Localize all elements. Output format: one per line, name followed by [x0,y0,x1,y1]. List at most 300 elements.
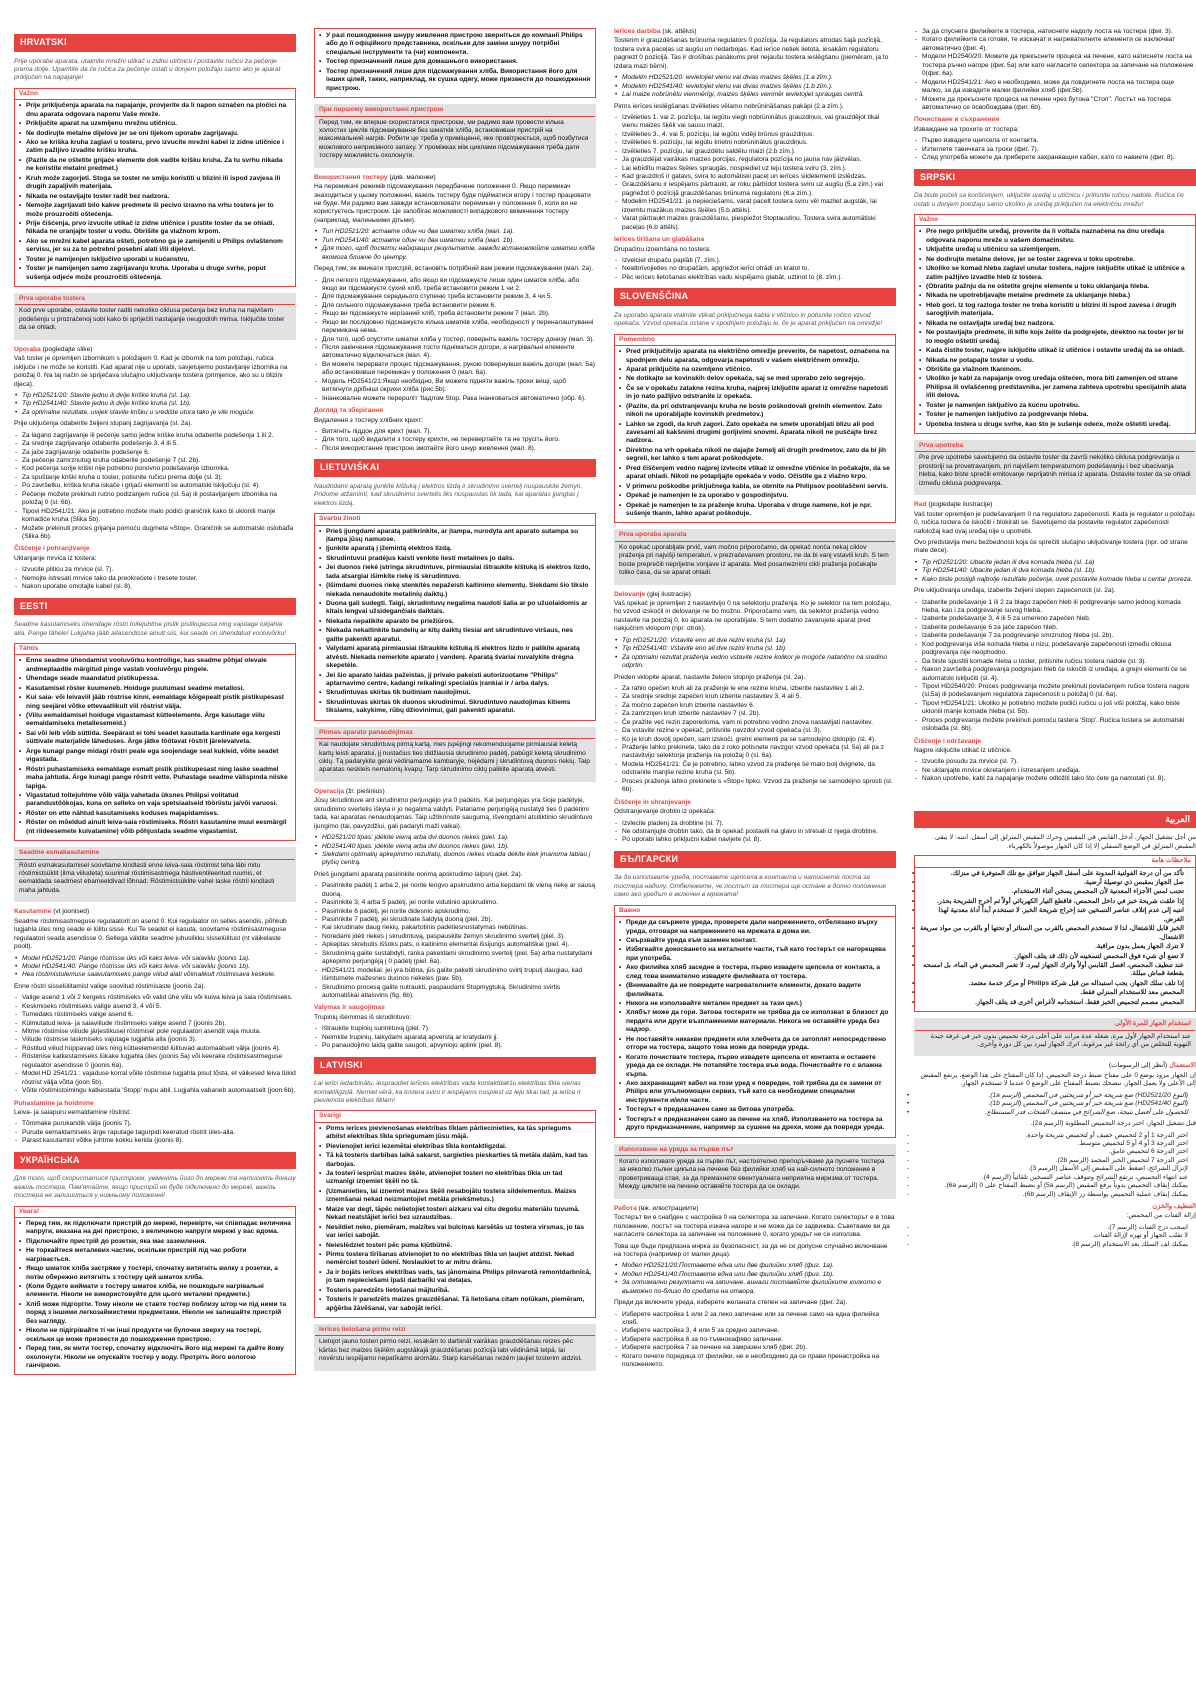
list-item: - Pasirinkite 7 padėtį, jei skrudinate šaldytą duoną (piel. 2b). [322,916,596,924]
list-item: • Nemojte zagrijavati bilo kakve predmete ili pecivo izravno na vrhu tostera jer to može prouzročiti oštećenja. [26,202,291,219]
list-item: • لا تضع أي شيء فوق المحمص لتسخينه لأن ذلك قد يتلف الجهاز. [919,953,1184,961]
list-item: - Skrudinimą galite sustabdyti, ranka pakeldami skrudinimo svertelį (piel. 5a) arba nustatydami apkepimo perjungėją į 0 padėtį (piel. 6a). [322,950,596,967]
list-item: - Изберете настройка 7 за печене на замразен хляб (фиг. 2b). [622,1344,896,1352]
list-item: • У разі пошкодження шнуру живлення пристрою зверніться до компанії Philips або до її офіційного представника, оскільки для заміни шнуру потрібні спеціальні інструменти та (чи) компоненти. [326,32,591,57]
section-title: LATVISKI [314,1057,596,1075]
list-item: • Ako se mrežni kabel aparata ošteti, potrebno ga je zamijeniti u Philips ovlaštenom servisu, jer su za to potrebni posebni alati i/ili dijelovi. [26,238,291,255]
list-item: - Kai skrudinate daug riekių, pakartotinis padėtiesnustatymas nebūtinas. [322,924,596,932]
use-text: إن الجهاز مزود بوضع 0 على مفتاح ضبط درجة التحميص. إذا كان المفتاح على هذا الوضع، يرتفع المقبض إلى الأعلى ولا يعمل الجهاز. ننصحك بضبط المفتاح على الوضع 0 عندما لا تستخدم الجهاز. [920,1071,1196,1088]
first-use-title: Seadme esmakasutamine [15,848,295,859]
list-item: • Ärge kunagi pange midagi röstri peale ega soojendage seal kukleid, võite seadet vigastada. [26,748,291,765]
use-sub: (див. малюнки) [389,173,436,181]
list-item: • Hleb gori. Iz tog razloga toster ne treba koristiti u blizini ili ispod zavesa i drugih sarogljivih materijala. [926,302,1191,319]
section-title: EESTI [14,598,296,616]
clean-title: Čiščenje in shranjevanje [614,798,691,806]
step-list [614,114,896,232]
list-item: • (النوع HD2521/20) ضع شريحة خبز أو شريحتين في المحمص (الرسم 1a). [914,1092,1188,1100]
first-use-text: Lietojot jauno tosteri pirmo reizi, iesakām to darbināt vairākas grauzdēšanas reizes pēc kārtas bez maizes šķēlēm augstākajā grauzdēšanas pozīcijā labi vēdināmā telpā, lai novērstu iespējamo nepatīkamo aromātu. Starp karsēšanas reizēm ļaujiet tosterim atdzist. [319,1338,583,1363]
list-item: • Uključite uređaj u utičnicu sa uzemljenjem. [926,246,1191,254]
list-item: • Niekada nepalikite aparato be priežiūros. [326,618,591,626]
warning-box [614,334,896,524]
list-item: - Nakon završetka podgrevanja podgrejani hleb će iskočiti iz uređaja, a grejni elementi će se automatski isključiti (sl. 4). [922,666,1196,683]
use-sub: (sk. attēlus) [662,28,697,35]
list-item: • Tosteris paredzēts lietošanai mājturībā. [326,1287,591,1295]
list-item: • Valydami aparatą pirmiausiai ištraukite kištuką iš elektros lizdo ir palikite aparatą atvėsti. Niekada nemerkite aparato į vandenį. Aparatą švariai nuvalykite drėgna skepetėle. [326,645,591,670]
list-item: - Za pečenje zamrznutog kruha odaberite podešenje 7 (sl. 2b). [22,457,296,465]
list-item: - Izvēlieties 1. vai 2. pozīciju, lai iegūtu viegli nobrūninātus grauzdiņus, vai grauzdējot tikai vienu maizes šķēli vai sausu maizi. [622,114,896,131]
list-item: • Kruh može zagorjeti. Stoga se toster ne smiju koristiti u blizini ili ispod zavjesa ili drugih zapaljivih materijala. [26,175,291,192]
list-item: • Nesildiet neko, piemēram, maizītes vai bulciņas karsētās uz tostera virsmas, jo tas var ierīci sabojāt. [326,1224,591,1241]
list-item: • За оптимални резултати на запичане, винаги поставяйте филийките колкото е възможно по-близо до средата на отвора. [622,1279,896,1296]
list-item: - عند انتهاء التحميص، ترتفع الشرائح وتتوقف عناصر التسخين تلقائياً (الرسم 4). [914,1174,1188,1182]
step-list [914,28,1196,112]
list-item: • Če se v opekaču zatakne rezina kruha, najprej izključite aparat iz omrežne napetosti in jo nato pažljivo odstranite iz opekača. [626,385,891,402]
list-item: - اختر الدرجة 7 لتحميص الخبز المجمد (الرسم 2b). [914,1157,1188,1165]
list-item: - Proces praženja lahko prekinete s »Stop« tipko. Vzvod za praženje se samodejno sprosti (sl. 6b). [622,778,896,795]
list-item: - Da vstavite rezine v opekač, pritisnite navzdol vzvod opekača (sl. 3). [622,727,896,735]
list-item: • إذا علقت شريحة خبز في داخل المحمص، فاقطع التيار الكهربائي أولاً ثم أخرج الشريحة بحذر. [919,898,1184,906]
list-item: - След употреба можете да приберете захранващия кабел, като го навиете (фиг. 8). [922,154,1196,162]
list-item: - Modela HD2541/21: Če je potrebno, lahko vzvod za praženje še malo bolj dvignete, da odstranite manjše rezine kruha (sl. 5b). [622,761,896,778]
list-item: • Ja ir bojāts ierīces elektrības vads, tas jānomaina Philips pilnvarotā remontdarbnīcā, jo tam nepieciešami īpaši darbarīki vai detaļas. [326,1269,591,1286]
use-title: الاستعمال [1169,1062,1196,1070]
list-item: • Перед тим, як мити тостер, спочатку відключіть його від мережі та дайте йому охолонути. Ніколи не опускайте тостер у воду. Протріть його вологою ганчіркою. [26,1345,291,1370]
list-item: • Jei duonos riekė įstringa skrudintuve, pirmiausiai ištraukite kištuką iš elektros lizdo, tada atsargiai išimkite riekę iš skrudintuvo. [326,564,591,581]
list-item: - Külmutatud leiva- ja saiaviilude röstimiseks valige asend 7 (joonis 2b). [22,1020,296,1028]
list-item: • Підключайте пристрій до розетки, яка має заземлення. [26,1238,291,1246]
use-heading [614,28,896,36]
list-item: - Apkeptas skrebutis iššoks pats, o kaitinimo elementai išsijungs automatiškai (piel. 4). [322,941,596,949]
warning-title: Увага! [15,1207,295,1218]
list-item: • Ühendage seade maandatud pistikupessa. [26,675,291,683]
list-item: • Tā kā tosteris darbības laikā sakarst, sargieties pieskarties tā metāla daļām, kad tas darbojas. [326,1152,591,1169]
first-use-title: Ierīces lietošana pirmo reizi [315,1325,595,1336]
use-heading [14,346,296,354]
section-lv-continued [614,28,896,282]
list-item: • Перед тим, як підключати пристрій до мережі, перевірте, чи співпадає величина напруги, вказана на дні пристрою, з величиною напруги мережі у вас вдома. [26,1220,291,1237]
step-list [914,599,1196,734]
list-item: • Toster je namenjen isključivo za kućnu upotrebu. [926,402,1191,410]
list-item: • للحصول على أفضل نتيجة، ضع الشرائح في منتصف الفتحات قدر المستطاع. [914,1109,1188,1117]
first-use-box [914,440,1196,495]
list-item: - Skrudinimo procesą galite nutraukti, paspaudami Stopmygtuką. Skrudinimo svirtis automatiškai atlaisvins (fig. 6b). [322,984,596,1001]
model-list [314,834,596,868]
model-list [614,1262,896,1296]
model-list [14,955,296,980]
list-item: • Модел HD2541/40:Поставете една или две филийки хляб (фиг. 1b). [622,1271,896,1279]
use-title: Operacija [314,787,345,795]
list-item: - Tumedaks röstimiseks valige asend 6. [22,1011,296,1019]
list-item: - Для сильного підсмажування треба встановити режим 6. [322,302,596,310]
list-item: - Nakon uporabe omotajte kabel (sl. 8). [22,583,296,591]
use-text-2: Prije uključenja odaberite željeni stupanj zagrijavanja (sl. 2a). [14,420,193,428]
first-use-text: Kod prve uporabe, ostavite toster raditi nekoliko ciklusa pečenja bez kruha na najvišem podešenju u prozračenoj sobi kako bi spriječili nastajanje neugodnih mirisa. Isključite toster da se ohladi. [19,307,285,332]
list-item: - Izaberite podešavanje 6 za jače zapečen hleb. [922,624,1196,632]
list-item: - Для того, щоб опустити шматки хліба у тостер, поверніть важіль тостеру донизу (мал. 3). [322,336,596,344]
list-item: - Norėdami įdėti riekes į skrudintuvą, paspauskite žemyn skrudinimo svertelį (piel. 3). [322,933,596,941]
clean-list [914,758,1196,783]
clean-text: Trupinių išėmimas iš skrudintuvo: [314,1013,412,1021]
warning-list [919,870,1191,1008]
first-use-box [14,847,296,902]
clean-title: Почистване и съхранение [914,116,1000,124]
list-item: - Ko je kruh dovolj opečen, sam izskoči, grelni elementi pa se samodejno izklopijo (sl. 4). [622,736,896,744]
clean-text: Uklanjanje mrvica iz tostera: [14,554,97,562]
list-item: - Якщо ви підсмажуєте нерізаний хліб, треба встановити режим 7 (мал. 2b). [322,310,596,318]
step-list [614,1311,896,1370]
list-item: - Tipovi HD2541/21: Ako je potrebno možete malo podići graničnik kako bi uklonili manje komadiće kruha (Slika 5b). [22,508,296,525]
list-item: - Izaberite podešavanje 1 ili 2 za blago zapečen hleb ili podgrevanje samo jednog komada hleba, kao i za podgrevanje suvog hleba. [922,599,1196,616]
list-item: - Pasirinkite 3, 4 arba 5 padėtį, jei norite vidutinio apskrudimo. [322,899,596,907]
list-item: - يمكنك لف السلك بعد الاستخدام (الرسم 8). [914,1241,1188,1249]
clean-text: Leiva- ja saiapuru eemaldamine röstrist: [14,1108,131,1116]
clean-text: Drupačiņu izņemšana no tostera: [614,245,711,253]
use-title: Rad [914,501,927,509]
list-item: - Ja grauzdējat vairākas maizes porcijas, regulatora pozīcija no jauna nav jāizvēlas. [622,156,896,164]
use-text: Seadme röstimisastmeguse regulaatoril on asend 0. Kui regulaator on selles asendis, põhkub lugjahla üles ning seade ei lülitu sisse. Kui Te seadet ei kasuta, soovitame röstimisastmeguse regulaatori seada asendisse 0. Sellega väldite seadme juhuslikku sisselülitust (nt väikelaste poolt). [14,917,287,951]
list-item: • Для того, щоб досягти найкращих результатів, завжди встановлюйте шматки хліба якомога ближче до центру. [322,245,596,262]
column-3 [614,28,896,1673]
use-text: Vaš toster opremljen je podešavanjem 0 na regulatoru zapečenosti. Kada je regulator u položaju 0, ručica tostera će iskočiti i blokirati se. Savetujemo da postavite regulator zapečenosti nafoložaj kad ovaj uređaj nije u upotrebi. [914,510,1195,535]
list-item: • Za optimalni rezultat praženja vedno vstavite rezine kolikor je mogoče natančno na sredino odprtin. [622,654,896,671]
spacer [914,787,1196,805]
warning-box [314,1110,596,1318]
list-item: - Praženje lahko prekinete, tako da z roko potisnete navzgor vzvod opekača (sl. 5a) ali pa z nastavitvijo selektorja praženja na položaj 0 (sl. 6a). [622,744,896,761]
use-sub: (أنظر إلى الرسومات) [1108,1062,1168,1070]
use-heading [614,591,896,599]
warning-box [314,28,596,98]
list-item: • Ніколи не підігрівайте ті чи інші продукти чи булочки зверху на тостері, оскільки це може призвести до пошкодження пристрою. [26,1327,291,1344]
list-item: - Mitme röstimise viilude järjestikusel röstimisel pole regulaatori asendit vaja muuta. [22,1028,296,1036]
list-item: • Избягвайте докосването на металните части, тъй като тостерът се нагорещява при употреба. [626,946,891,963]
clean-title: Čišćenje i pohranjivanje [14,545,90,553]
list-item: - اختر الدرجة 1 أو 2 لتحميص خفيف أو لتحميص شريحة واحدة. [914,1132,1188,1140]
list-item: - Izaberite podešavanje 3, 4 ili 5 za umereno zapečen hleb. [922,615,1196,623]
use-sub: (žr. piešinius) [345,787,385,795]
list-item: - Za lagano zagrijavanje ili pečenje samo jedne kriške kruha odaberite podešenja 1 ili 2. [22,432,296,440]
list-item: • Obrišite ga vlažnom tkaninom. [926,366,1191,374]
first-use-title: Prva uporaba tostera [15,294,295,305]
clean-list [914,137,1196,162]
list-item: - Модель HD2541/21:Якщо необхідно, Ви можете підняти важіль трохи вищі, щоб витягнути дрібніші окрихи хліба (рис.5b). [322,378,596,395]
list-item: • Prieš įjungdami aparatą patikrinkite, ar įtampa, nurodyta ant aparato sutampa su įtampa jūsų namuose. [326,528,591,545]
warning-list [19,102,291,282]
clean-title: Čišćenje i održavanje [914,737,982,745]
use-text: Vaš opekač je opremljen z nastavitvijo 0 na selektorju praženja. Ko je selektor na tem položaju, ho vzvod izskočil in delovanje ne bo možno. Priporočamo vam, da selektor praženja vedno nastavite na položaj 0, ko aparata ne uporabljate. S tem dodatno zavarujete aparat pred nakjučnim vklopom (npr. otrok). [614,600,891,633]
section-bg-continued [914,28,1196,163]
list-item: - Pēc ierīces lietošanas elektrības vadu iespējams glabāt, uztinot to (8. zīm.). [622,274,896,282]
list-item: • Якщо шматок хліба застряже у тостері, спочатку витягніть вилку з розетки, а потім обережно витягніть з тостеру цей шматок хліба. [26,1265,291,1282]
list-item: • Tip HD2541/40: Ubacite jedan ili dva komada hleba (sl. 1b). [922,567,1196,575]
list-item: - Valige asend 1 või 2 kergeks röstimiseks või valid ühe viilu või kuiva leiva ja saia röstimiseks. [22,994,296,1002]
list-item: - Izvelciet drupaču paplāti (7. zīm.). [622,257,896,265]
list-item: • Ne postavljajte predmete, ili kifle koje želite da podgrejete, direktno na toster jer bi to moglo oštetiti uređaj. [926,329,1191,346]
use-text-2: Перед тим, як вмикати пристрій, встановіть потрібний вам режим підсмажування (мал. 2a). [314,265,594,273]
first-use-box [314,727,596,782]
use-text-2: Preden vklopite aparat, nastavite želeno stopnjo praženja (sl. 2a). [614,673,806,681]
list-item: • HD2541/40 tipas: įdėkite vieną arba dvi duonos riekes (piel. 1b). [322,843,596,851]
first-use-box [914,1018,1196,1056]
section-title: БЪЛГАРСКИ [614,851,896,869]
warning-box [314,513,596,721]
list-item: • Тостерът е предназначен само за битова употреба. [626,1106,891,1114]
list-item: • Nikada ne ostavljajte uređaj bez nadzora. [926,320,1191,328]
step-list [614,685,896,795]
list-item: • Model HD2521/20: Pange röstrisse üks või kaks leiva- või saiaviilu (joonis 1a). [22,955,296,963]
list-item: - Proces podgrevanja možete prekinuti pomoću tastera 'Stop'. Ručica tostera se automatski oslobađa (sl. 6b). [922,717,1196,734]
warning-title: Važno [915,215,1195,226]
list-item: • HD2521/20 tipas: įdėkite vieną arba dvi duonos riekes (piel. 1a). [322,834,596,842]
section-lt [314,459,596,1050]
list-item: - لإنزال الشرائح، اضغط على المقبض إلى الأسفل (الرسم 3). [914,1165,1188,1173]
list-item: • Tip HD2521/20: Vstavite eno ali dve rezini kruha (sl. 1a). [622,637,896,645]
list-item: • Toster je namenjen isključivo za podgrevanje hleba. [926,411,1191,419]
list-item: • Не торкайтеся металевих частин, оскільки пристрій під час роботи нагрівається. [26,1247,291,1264]
list-item: • صل الجهاز بمقبس ذي توصيلة أرضية. [919,879,1184,887]
model-list [614,637,896,671]
section-title: HRVATSKI [14,34,296,52]
list-item: • انتبه إلى عدم إتلاف عناصر التسخين عند إخراج شريحة الخبز. لا تستخدم أبداً أداة معدنية لهذا الغرض. [919,907,1184,924]
clean-list [914,1224,1196,1249]
list-item: • Sai või leib võib süttida. Seepärast ei tohi seadet kasutada kardinate ega kergesti süttivate materjalide läheduses. Ärge jätke töötavat röstrit järelevalveta. [26,730,291,747]
list-item: - Tõmmake purukandik välja (joonis 7). [22,1120,296,1128]
list-item: • Vigastatud toitejuhtme võib välja vahetada üksnes Philipsi volitatud parandustöökojas, kuna on selleks on vaja spetsiaalseid tööriistu ja/või varuosi. [26,792,291,809]
use-heading [314,788,596,796]
list-item: - Якщо ви послідовно підсмажуєте кілька шматків хліба, необхідності у переналаштуванні перемикача нема. [322,319,596,336]
list-item: - Grauzdēšanu ir iespējams pārtraukt, ar roku pārbīdot tostera sviru uz augšu (5.a zīm.) vai pagriežot 0 pozīcijā grauzdēšanas brūnuma regulatoru (6.a zīm.). [622,181,896,198]
list-item: • Ако захранващият кабел на този уред е повреден, той трябва да се замени от Philips или упълномощен сервиз, тъй като са необходими специални инструменти и/или части. [626,1080,891,1105]
first-use-title: При першому використанні пристрою [315,105,595,116]
list-item: - Za srednje zagrijavanje odaberite podešenje 3, 4 ili 5. [22,440,296,448]
intro-text: Za uporabo aparata vtaknite vtikač priključnega kabla v vtičnico in potisnite ročico vzvod opekača. Vzvod opekača ostane v spodnjem položaju le, če je aparat priključen na omrežje! [614,311,883,328]
warning-box [914,214,1196,434]
section-title: УКРАЇНСЬКА [14,1152,296,1170]
warning-box [914,855,1196,1012]
section-et [14,598,296,1146]
list-item: - Kod podgrevanja više komada hleba u nizu, podešavanje zapečenosti između ciklusa podgrevanja nije neophodno. [922,641,1196,658]
list-item: • Модел HD2521/20:Поставете една или две филийки хляб (фиг. 1a). [622,1262,896,1270]
list-item: - Nakon upotrebe, kabl za napajanje možete odložiti tako što ćete ga namotati (sl. 8). [922,775,1196,783]
list-item: - يمكنك إيقاف التحميص يدوياً برفع المقبض (الرسم 5a) أو بضبط المفتاح على 0 (الرسم 6a). [914,1182,1188,1190]
first-use-title: Използване на уреда за първи път [615,1145,895,1156]
list-item: • Tosteris ir paredzēts maizes grauzdēšanai. Tā lietošana citam nolūkam, piemēram, apģērba žāvēšanai, var sabojāt ierīci. [326,1296,591,1313]
list-item: • Niekada nekaitinkite bandelių ar kitų daiktų tiesiai ant skrudintuvo viršaus, nes galite pakenkti aparatui. [326,627,591,644]
section-hr [14,34,296,592]
list-item: - Da biste spustili komade hleba u toster, pritisnite ručicu tostera nadole (sl. 3). [922,658,1196,666]
section-ar [914,811,1196,1249]
list-item: • Pre nego priključite uređaj, proverite da li voltaža naznačena na dnu uređaja odgovara naponu mreže u vašem domaćinstvu. [926,228,1191,245]
list-item: - Pasirinkite padėtį 1 arba 2, jei norite lengvo apskrudimo arba kepdami tik vieną riekę ar sausą duoną. [322,882,596,899]
model-list [314,228,596,262]
list-item: • Maize var degt, tāpēc nelietojiet tosteri aizkaru vai citu degošu materiālu tuvumā. Nekad neatstājiet ierīci bez uzraudzības. [326,1206,591,1223]
first-use-box [314,104,596,168]
intro-text: Naudodami aparatą įjunkite kištuką į elektros lizdą ir skrudinimo svertelį nuspauskite žemyn. Pridome atžamintí, kad skrudinimo svertelis liks nuspaustas tik tada, kai aparatas įjungtas į elektros lizdą. [314,482,583,507]
clean-list [614,257,896,282]
list-item: • Tip HD2521/20: Stavite jednu ili dvije kriške kruha (sl. 1a). [22,392,296,400]
list-item: - Varat pārtraukt maizes grauzdēšanu, piespiežot Stoptaustiņu. Tostera svira automātiski paceļas (6.b attēls). [622,215,896,232]
warning-list [19,657,291,836]
list-item: • Pievienojiet ierīci iezemētai elektrības tīkla kontaktligzdai. [326,1143,591,1151]
step-list [914,1132,1196,1200]
list-item: - Za jače zagrijavanje odaberite podešenje 6. [22,449,296,457]
first-use-title: استخدام الجهاز للمرة الأولى [915,1019,1195,1030]
list-item: • Ako se kriška kruha zaglavi u tosteru, prvo izvucite mrežni kabel iz zidne utičnice i zatim pažljivo izvadite krišku kruha. [26,139,291,156]
list-item: • Hea röstimistulemuse saavutamiseks pange viilud alati võimalikult röstimisava keskele. [22,971,296,979]
intro-text: Для того, щоб скористатися пристроєм, увімкніть його до мережі та натисніть донизу важіль тостера. Пам'ятайте, якщо пристрій не буде підключено до мережі, важіль тостера не залишиться у нижньому положенні! [14,1175,296,1200]
use-text-2: قبل تشغيل الجهاز، اختر درجة التحميص المطلوبة (الرسم 2a). [1030,1120,1196,1128]
list-item: - Lai iebīdītu maizes šķēles spraugās, nospiediet uz leju tostera sviru (3. zīm.). [622,165,896,173]
list-item: • Siekdami optimalių apkepinimo rezultatų, duonos riekes visada dėkite kiek įmanoma labiau į plyšių centrą. [322,851,596,868]
list-item: - Tipovi HD2541/21: Ukoliko je potrebno možete podići ručicu u još viši položaj, kako biste uklonili manje komade hleba (sl. 5b). [922,700,1196,717]
list-item: • Prije priključenja aparata na napajanje, provjerite da li napon označen na pločici na dnu aparata odgovara naponu Vaše mreže. [26,102,291,119]
model-list [14,392,296,417]
clean-title: Valymas ir saugojimas [314,1004,385,1012]
list-item: - Po panaudojimo laidą galite saugoti, apvyniojo aplink (piel. 8). [322,1042,596,1050]
use-sub: (pogledajte slike) [42,345,93,353]
warning-list [19,1220,291,1370]
list-item: - Изтеглете тавичката за трохи (фиг. 7). [922,146,1196,154]
list-item: • Свързвайте уреда към заземен контакт. [626,937,891,945]
intro-text: Seadme kasutamiseks ühendage röstri toitejuhtme pistik pistikupessa ning vajutage lukjahla alla. Pange tähele! Lukjahla jääb allasendisse ainult siis, kui seade on ühendatud vooluvõrku! [14,621,286,637]
first-use-box [314,1324,596,1371]
warning-title: Važno [15,89,295,100]
use-title: Ierīces darbība [614,28,661,35]
list-item: • تأكد من أن درجة الفولتية المدونة على أسفل الجهاز تتوافق مع تلك المتوفرة في منزلك. [919,870,1184,878]
warning-list [319,1125,591,1313]
list-item: • Toster je namijenjen samo zagrijavanju kruha. Uporaba u druge svrhe, poput sušenja odjeće može prouzročiti oštećenja. [26,265,291,282]
list-item: - يمكنك إيقاف عملية التحميص بواسطة زر الإيقاف (الرسم 6b). [914,1191,1188,1199]
use-text-2: Преди да включите уреда, изберете желаната степен на запичане (фиг. 2a). [614,1299,848,1307]
list-item: - Модели HD2541/21: Ако е необходимо, може да повдигнете лоста на тостера още малко, за да извадите малки филийки хляб (фиг.5b). [922,79,1196,96]
list-item: - Keskmiseks röstimiseks valige asend 3, 4 või 5. [22,1003,296,1011]
list-item: - Modelim HD2541/21: ja nepieciešams, varat pacelt tostera sviru vēl mazliet augstāk, lai izņemtu mazākus maizes šķēles (5.b attēls). [622,198,896,215]
list-item: • Röster on mõeldud ainult leiva-saia röstimiseks. Röstri kasutamine muul eesmärgil (nt riideesemete kuivatamine) võib põhjustada seadme vigastamist. [26,819,291,836]
list-item: - Izvucite posudu za mrvice (sl. 7). [922,758,1196,766]
list-item: • Pred priključitvijo aparata na električno omrežje preverite, če napetost, označena na spodnjem delu aparata, odgovarja napetosti v vašem električnem omrežju. [626,348,891,365]
intro-text: من أجل تشغيل الجهاز، أدخل القابس في المقبس وحرك المقبض المنزلق إلى أسفل. انتبه: لا يبقى المقبض المنزلق في الوضع السفلي إلا إذا كان الجهاز موصولاً بالكهرباء. [934,834,1196,850]
list-item: • تجنب لمس الأجزاء المعدنية لأن المحمص يسخن أثناء الاستخدام. [919,888,1184,896]
first-use-box [614,1144,896,1199]
list-item: • (Obratite pažnju da ne oštetite grejne elemente u toku uklanjanja hleba. [926,283,1191,291]
list-item: • Įjunkite aparatą į įžemintą elektros lizdą. [326,545,591,553]
first-use-title: Pirmas aparato panaudojimas [315,728,595,739]
clean-list [14,566,296,591]
step-list [14,432,296,542]
section-title: LIETUVIŠKAI [314,459,596,477]
list-item: • Jei šio aparato laidas pažeistas, jį privalo pakeisti autorizuotame "Philips" aptarnavimo centre, kadangi reikalingi specialūs įrankiai ir / arba dalys. [326,672,591,689]
list-item: - اختر الدرجة 3 أو 4 أو 5 لتحميص متوسط. [914,1140,1188,1148]
section-title: SLOVENŠČINA [614,288,896,306]
list-item: • Pirms ierīces pievienošanas elektrības tīklam pārliecinieties, ka tās spriegums atbilst elektrības tīkla spriegumam jūsu mājā. [326,1125,591,1142]
clean-list [614,820,896,845]
use-text: Tosterim ir grauzdēšanas brūnuma regulators 0 pozīcija. Ja regulators atrodas šajā pozīcijā, tostera svira paceļas uz augšu un nedarbojas. Kad ierīce netiek lietota, iesakām regulatoru pagriezt 0 pozīcijā. Tas ir drošības pasākums pret nejaušu tostera ieslēgšanu (piemēram, ja to izdara mazi bērni). [614,37,889,70]
list-item: • Ne dodirujte metalne delove, jer se toster zagreva u toku upotrebe. [926,256,1191,264]
list-item: • Хліб може підгоріти. Тому ніколи не ставте тостер поблизу штор чи під ними та поряд з іншими легкозаймистими предметами. Ніколи не залишайте пристрій без нагляду. [26,1301,291,1326]
list-item: - Можете да прекъснете процеса на печене чрез бутона "Стоп". Лостът на тостера автоматично се освобождава (фиг. 6b). [922,96,1196,113]
first-use-title: Prva upotreba [915,441,1195,452]
use-text-2: Pre uključivanja uređaja, izaberite željeni stepen zapečenosti (sl. 2a). [914,587,1116,595]
list-item: - Röstimise katkestamiseks lükake lugjahla üles (joonis 5a) või keerake röstimisastmeguse regulaator asendisse 0 (joonis 6a). [22,1053,296,1070]
section-sr [914,169,1196,784]
list-item: - اختر الدرجة 6 لتحميص غامق. [914,1148,1188,1156]
intro-text: Prije uporabe aparata, utaknite mrežni utikač u zidnu utičnicu i postavite ručicu za pečenje prema dolje. Upamtite da će ručica za pečenje ostati u donjem položaju samo ako je aparat priključen na napajanje! [14,57,281,82]
list-item: • Ne dotikajte se kovinskih delov opekača, saj se med uporabo zelo segrejejo. [626,375,891,383]
use-text: Тостерът ви е снабден с настройка 0 на селектора за запичане. Когато селекторът е в това положение, лостът на тостера изкача нагоре и не може да се задвижва. Съветваме ви да нагласите селектора за запичане на положение 0, когато уредът не се използва. [614,1214,895,1239]
list-item: • Skrudintuvas skirtas tik buitiniam naudojimui. [326,689,591,697]
model-list [614,74,896,99]
list-item: • (Uzmanieties, lai izņemot maizes šķēli nesabojātu tostera sildelementus. Maizes izņemšanai nekad neizmantojiet metāla priekšmetus.) [326,1188,591,1205]
use-title: Delovanje [614,590,646,598]
list-item: • المحمص معد للاستخدام المنزلي فقط. [919,989,1184,997]
use-text-2: Enne röstri sisselülitamist valige soovitud röstimisaste (joonis 2a). [14,982,206,990]
use-title: Використання тостеру [314,173,388,181]
list-item: • Za optimalne rezultate, uvijek stavite krišku u središte utora tako je vile moguće. [22,409,296,417]
step-list [314,277,596,404]
list-item: - Izvēlieties 3., 4. vai 5. pozīciju, lai iegūtu vidēji brūnus grauzdiņus. [622,131,896,139]
list-item: • Тостер призначений лише для підсмажування хліба. Використання його для інших цілей, таких, наприклад, як сушка одягу, може призвести до пошкодження пристрою. [326,68,591,93]
list-item: - Pečenje možete prekinuti ručno podizanjem ručice (sl. 5a) ili postavljanjem izbornika na položaj 0 (sl. 6b). [22,491,296,508]
first-use-text: Kai naudojate skrudintuvą pirmą kartą, mes įspėjingi rekomenduojame pirmiausiai keletą kartų leisti aparatui, jį nustačius ties didžiausia skrudinimo padėtį, pabūgti keletą skrudinimo ciklų. Tą padarykite gerai vėdinamame kambaryje, nejėdami į skrudintuvą duonos riekių. Taip aparatas neskleis nemalonių kvapų. Tarp skrudinimo ciklų palikite aparatą atvėsti. [319,741,590,774]
list-item: - Для того, щоб видалити з тостеру крихти, не перевертайте та не трусіть його. [322,436,596,444]
list-item: • Не поставяйте никакви предмети или хлебчета да се затоплят непосредствено отгоре на тостера, защото това може да повреди уреда. [626,1036,891,1053]
clean-text: إزالة الفتات من المحمص: [1126,1212,1196,1220]
list-item: - Viilude röstrisse laskmiseks vajutage lugjahla alla (joonis 3). [22,1036,296,1044]
warning-box [14,88,296,287]
list-item: • Neieslēdziet tosteri pēc puma kļūtbūtnē. [326,1242,591,1250]
list-item: - Изберете настройка 6 за по-тъмнокафяво запичане. [622,1336,896,1344]
section-title: SRPSKI [914,169,1196,187]
use-sub: (вж. илюстрациите) [638,1204,699,1212]
list-item: • (النوع HD2541/40) ضع شريحة خبز أو شريحتين في المحمص (الرسم 1b). [914,1100,1188,1108]
list-item: • Toster je namijenjen isključivo uporabi u kućanstvu. [26,256,291,264]
list-item: • Ja tosterī iesprūst maizes šķēle, atvienojiet tosteri no elektrības tīkla un tad uzmanīgi izņemiet šķēli no tā. [326,1170,591,1187]
list-item: • Тостерът е предназначен само за печене на хляб. Използването на тостера за друго предназначение, например за сушене на дрехи, може да повреди уреда. [626,1116,891,1133]
list-item: • Opekač je namenjen le za praženje kruha. Uporaba v druge namene, kot je npr. sušenje tkanin, lahko aparat poškoduje. [626,502,891,519]
step-list [14,994,296,1095]
list-item: • Pred čiščenjem vedno najprej izvlecite vtikač iz omrežne vtičnice in počakajte, da se aparat ohladi. Nikoli ne potapljajte opekača v vodo. Očistite ga z vlažno krpo. [626,465,891,482]
list-item: • Röstri puhastamiseks eemaldage esmalt pistik pistikupesast ning laske seadmel maha jahtuda. Ärge kunagi pange röstrit vette. Puhastage seadme välispinda niiske lapiga. [26,766,291,791]
use-text-2: Pirms ierīces ieslēgšanas izvēlieties vēlamo nobrūnināšanas pakāpi (2.a zīm.). [614,102,844,110]
list-item: • Prije čišćenja, prvo izvucite utikač iz zidne utičnice i pustite toster da se ohladi. Nikada ne uranjajte toster u vodu. Obrišite ga vlažnom krpom. [26,220,291,237]
warning-title: Pomembno [615,335,895,346]
list-item: • Priključite aparat na uzemljenu mrežnu utičnicu. [26,120,291,128]
list-item: - Röstitud viilud hüppavad üles ning küttеelemendid lülituvad automaatselt välja (joonis 4). [22,1045,296,1053]
warning-title: Tähtis [15,644,295,655]
list-item: - Izaberite podešavanje 7 za podgrevanje smrznutog hleba (sl. 2b). [922,632,1196,640]
warning-title: ملاحظات هامة [915,856,1195,867]
list-item: - За да спуснете филийките в тостера, натиснете надолу лоста на тостера (фиг. 3). [922,28,1196,36]
use-text: Jūsų skrudintuve ant skrudinimo perjungėjo yra 0 padėtis. Kai perjungėjas yra šioje padėtyje, skrudinimo svertelis iškyla ir jo negalima valdyti. Patariame perjungėją nustatyti ties 0 padėtimi tada, kai aparatas nenaudojamas. Taip užtikrinsite saugumą, išvengdami atsitiktinio skrudintuvo ijungimo (tai, pavyzdžiui, gali padaryti maži vaikai). [314,797,593,830]
use-title: Работа [614,1204,637,1212]
list-item: - HD2541/21 modeliai: jei yra būtina, jūs galite pakelti skrudinimo svirtį truputį daugiau, kad išimtumėte mažesnes duonos riekeles (pav. 5b). [322,967,596,984]
use-heading [914,1062,1196,1070]
use-title: Uporaba [14,345,41,353]
list-item: • Ukoliko se komad hleba zaglavi unutar tostera, najpre isključite utikač iz utičnice a zatim pažljivo izvadite hleb iz tostera. [926,265,1191,282]
list-item: • Modelim HD2521/20: ievietojiet vienu vai divas maizes šķēles (1.a zīm.). [622,74,896,82]
use-sub: (glej ilustracije) [647,590,691,598]
model-list [914,1092,1196,1117]
use-text-b: Ovo predstavlja meru bezbednosti koja će sprečiti slučajno uključivanje tostera (npr. od strane male dece). [914,538,1188,555]
list-item: • Ако филийка хляб заседне в тостера, първо извадете щепсела от контакта, а след това внимателно извадете филийката от тостера. [626,964,891,981]
warning-list [619,919,891,1133]
list-item: • Tip HD2521/20: Ubacite jedan ili dva komada hleba (sl. 1a) [922,559,1196,567]
list-item: - Ne uklanjajte mrvice okretanjem i istresanjem uređaja. [922,767,1196,775]
warning-title: Svarbu žinoti [315,514,595,525]
list-item: • Pirms tostera tīrīšanas atvienojiet to no elektrības tīkla un ļaujiet atdzist. Nekad nemērciet tosteri ūdenī. Noslaukiet to ar mitru drānu. [326,1251,591,1268]
list-item: - Izvēlieties 7. pozīciju, lai grauzdētu saldētu maizi (2.b zīm.). [622,148,896,156]
list-item: - Модели HD2540/20: Можете да прекъснете процеса на печене, като натиснете лоста на тостера ръчно нагоре (фиг. 5a) или като нагласите селектора за запичане на положение 0(фиг. 6a). [922,53,1196,78]
column-2 [314,28,596,1673]
